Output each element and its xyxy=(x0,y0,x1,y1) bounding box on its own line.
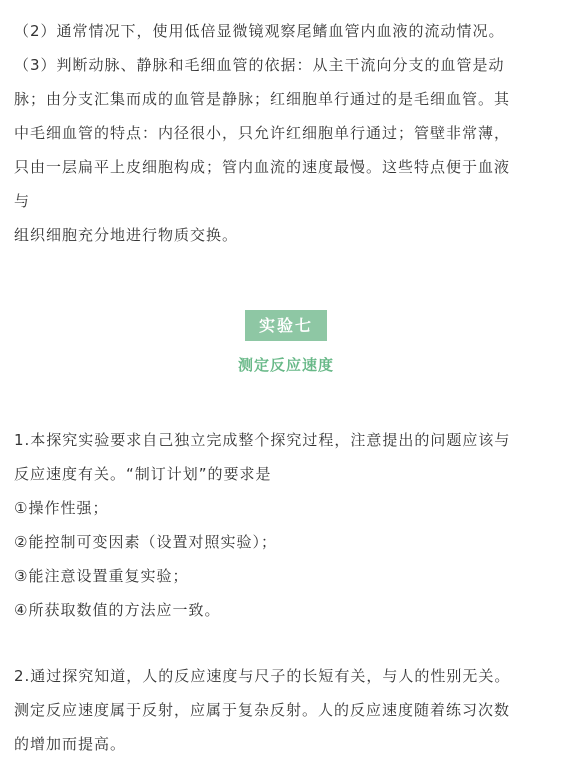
text-line: 脉；由分支汇集而成的血管是静脉；红细胞单行通过的是毛细血管。其 xyxy=(14,90,511,108)
section-header xyxy=(14,310,558,341)
text-line: 1.本探究实验要求自己独立完成整个探究过程，注意提出的问题应该与 xyxy=(14,431,511,449)
section-badge: 实验七 xyxy=(245,310,327,341)
text-line: （3）判断动脉、静脉和毛细血管的依据：从主干流向分支的血管是动 xyxy=(14,56,505,74)
text-line: 测定反应速度属于反射，应属于复杂反射。人的反应速度随着练习次数 xyxy=(14,701,511,719)
text-line: 只由一层扁平上皮细胞构成；管内血流的速度最慢。这些特点便于血液 xyxy=(14,158,511,176)
list-item: ③能注意设置重复实验； xyxy=(14,567,189,585)
text-line: 中毛细血管的特点：内径很小，只允许红细胞单行通过；管壁非常薄， xyxy=(14,124,511,142)
text-block-experiment-plan xyxy=(14,423,558,627)
text-line: （2）通常情况下，使用低倍显微镜观察尾鳍血管内血液的流动情况。 xyxy=(14,22,505,40)
list-item: ④所获取数值的方法应一致。 xyxy=(14,601,221,619)
text-block-blood-vessels xyxy=(14,0,558,252)
text-line: 2.通过探究知道，人的反应速度与尺子的长短有关，与人的性别无关。 xyxy=(14,667,511,685)
text-block-conclusion xyxy=(14,659,558,761)
text-line: 组织细胞充分地进行物质交换。 xyxy=(14,226,239,244)
text-line: 的增加而提高。 xyxy=(14,735,127,753)
list-item: ①操作性强； xyxy=(14,499,109,517)
text-line: 与 xyxy=(14,192,31,210)
section-title: 测定反应速度 xyxy=(237,356,334,374)
list-item: ②能控制可变因素（设置对照实验）； xyxy=(14,533,277,551)
text-line: 反应速度有关。“制订计划”的要求是 xyxy=(14,465,272,483)
